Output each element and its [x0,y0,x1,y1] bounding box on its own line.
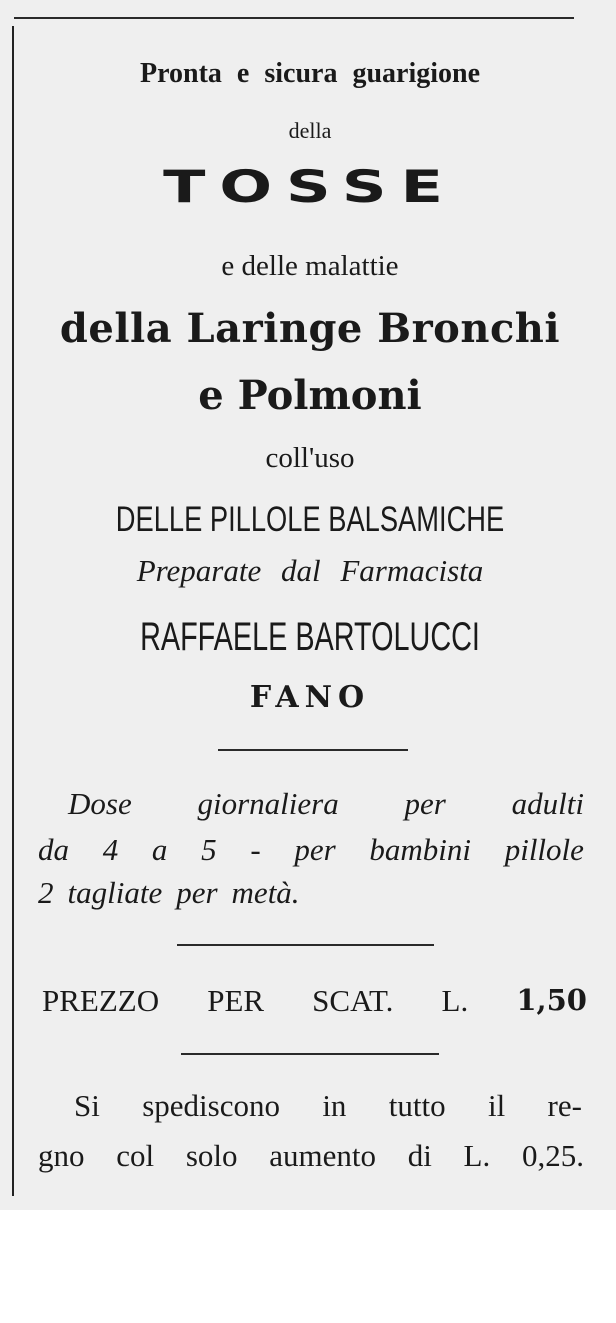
dose-word: 2 [38,875,54,910]
connector-della: della [288,118,332,143]
dose-line-2 [38,832,584,868]
shipping-word: aumento [269,1138,376,1173]
price-word: L. [441,983,469,1018]
dose-word: giornaliera [197,786,339,821]
dose-word: - [250,832,261,867]
product-name: DELLE PILLOLE BALSAMICHE [115,500,505,539]
dose-word: 4 [102,832,119,867]
dose-word: a [151,832,168,867]
dose-word: tagliate [67,875,163,910]
shipping-word: spediscono [142,1088,280,1123]
dose-word: bambini [369,832,471,867]
shipping-word: re- [547,1088,582,1123]
headline-tosse: TOSSE [163,160,457,213]
dose-line-3 [38,875,584,911]
divider-rule [181,1053,439,1055]
shipping-word: 0,25. [521,1138,584,1173]
price-amount: 1,50 [516,983,587,1017]
price-word: PREZZO [42,983,160,1018]
dose-word: adulti [511,786,584,821]
shipping-word: gno [38,1138,85,1173]
dose-word: 5 [201,832,217,867]
dose-word: pillole [504,832,584,867]
dose-word: per [404,786,446,821]
connector-uso: coll'uso [265,442,355,474]
prepared-by: Preparate dal Farmacista [136,553,484,588]
price-word: SCAT. [312,983,394,1018]
town-name: FANO [249,680,371,715]
tagline: Pronta e sicura guarigione [139,58,480,89]
dose-line-1 [68,786,584,822]
shipping-word: solo [185,1138,238,1173]
price-word: PER [207,983,265,1018]
dose-word: Dose [68,786,132,821]
shipping-word: L. [463,1138,491,1173]
shipping-line-1 [74,1088,582,1124]
shipping-word: di [407,1138,432,1173]
ailments-line: della Laringe Bronchi [59,305,561,352]
shipping-word: tutto [388,1088,446,1123]
divider-rule [218,749,408,751]
dose-word: per [176,875,218,910]
shipping-line-2 [38,1138,584,1174]
price-line [42,983,587,1019]
dose-word: metà. [231,875,300,910]
shipping-word: il [487,1088,506,1123]
left-border-rule [12,26,14,1196]
shipping-word: col [116,1138,155,1173]
shipping-word: in [322,1088,347,1123]
ailments-line-2: e Polmoni [198,372,422,419]
shipping-word: Si [74,1088,100,1123]
connector-malattie: e delle malattie [221,250,399,282]
pharmacist-name: RAFFAELE BARTOLUCCI [140,615,480,659]
divider-rule [177,944,434,946]
dose-word: per [294,832,336,867]
dose-word: da [38,832,69,867]
top-border-rule [14,17,574,19]
